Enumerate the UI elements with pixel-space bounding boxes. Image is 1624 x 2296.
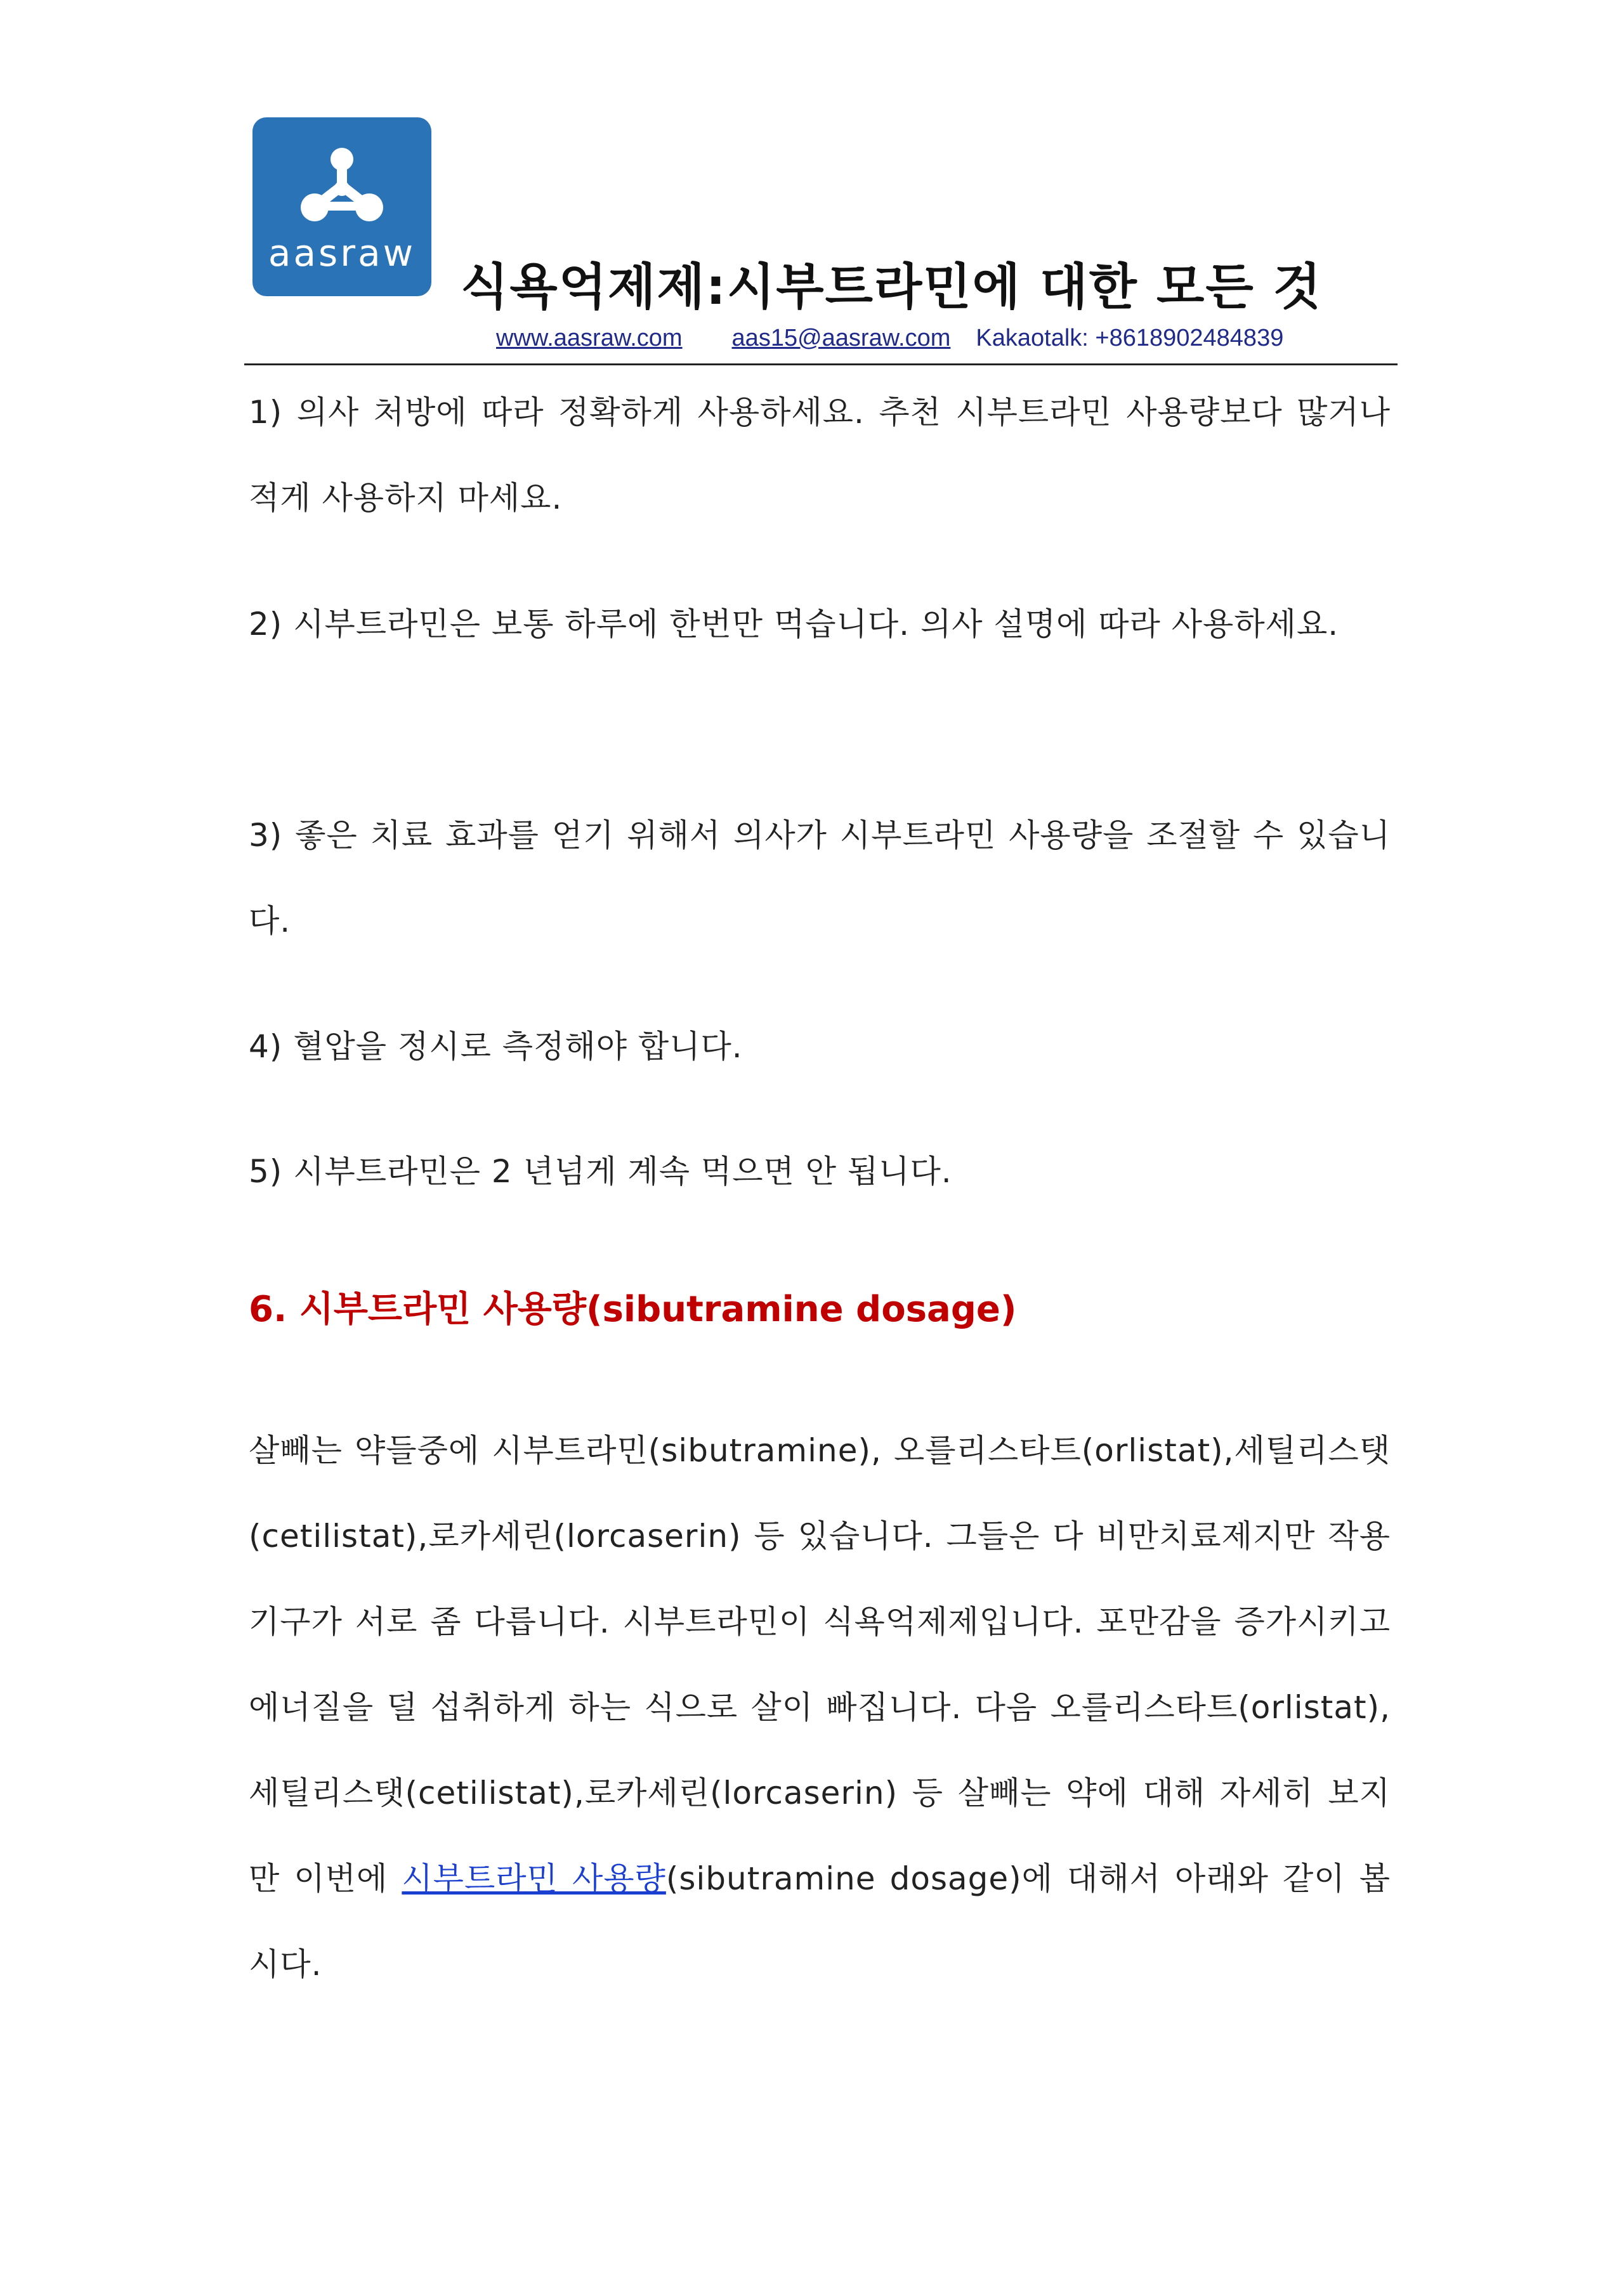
body-paragraph [249,1408,1391,2007]
kakao-contact: Kakaotalk: +8618902484839 [976,325,1284,351]
list-item: 1) 의사 처방에 따라 정확하게 사용하세요. 추천 시부트라민 사용량보다 많거나 적게 사용하지 마세요. [249,394,1391,516]
section-heading: 6. 시부트라민 사용량(sibutramine dosage) [249,1289,1017,1330]
list-item: 2) 시부트라민은 보통 하루에 한번만 먹습니다. 의사 설명에 따라 사용하세요. [249,606,1339,642]
page-title: 식욕억제제:시부트라민에 대한 모든 것 [461,259,1323,316]
aasraw-logo [252,117,431,296]
sibutramine-dosage-link[interactable]: 시부트라민 사용량 [402,1860,666,1897]
website-link[interactable]: www.aasraw.com [496,325,683,351]
logo-text: aasraw [268,232,416,275]
header-divider [244,363,1398,365]
list-item: 3) 좋은 치료 효과를 얻기 위해서 의사가 시부트라민 사용량을 조절할 수 있습니다. [249,817,1391,939]
contact-line [496,325,1283,352]
list-item: 5) 시부트라민은 2 년넘게 계속 먹으면 안 됩니다. [249,1153,952,1190]
email-link[interactable]: aas15@aasraw.com [731,325,951,351]
paragraph-text: 살빼는 약들중에 시부트라민(sibutramine), 오를리스타트(orlistat),세틸리스탯(cetilistat),로카세린(lorcaserin) 등 있습니다. 그들은 다 비만치료제지만 작용기구가 서로 좀 다릅니다. 시부트라민이 식욕억제제입니다. 포만감을 증가시키고 에너질을 덜 섭취하게 하는 식으로 살이 빠집니다. 다음 오를리스타트(orlistat),세틸리스탯(cetilistat),로카세린(lorcaserin) 등 살빼는 약에 대해 자세히 보지만 이번에 [249,1432,1391,1897]
list-item: 4) 혈압을 정시로 측정해야 합니다. [249,1028,743,1065]
paragraph-text-end: (sibutramine dosage)에 대해서 아래와 같이 봅시다. [249,1860,1391,1983]
